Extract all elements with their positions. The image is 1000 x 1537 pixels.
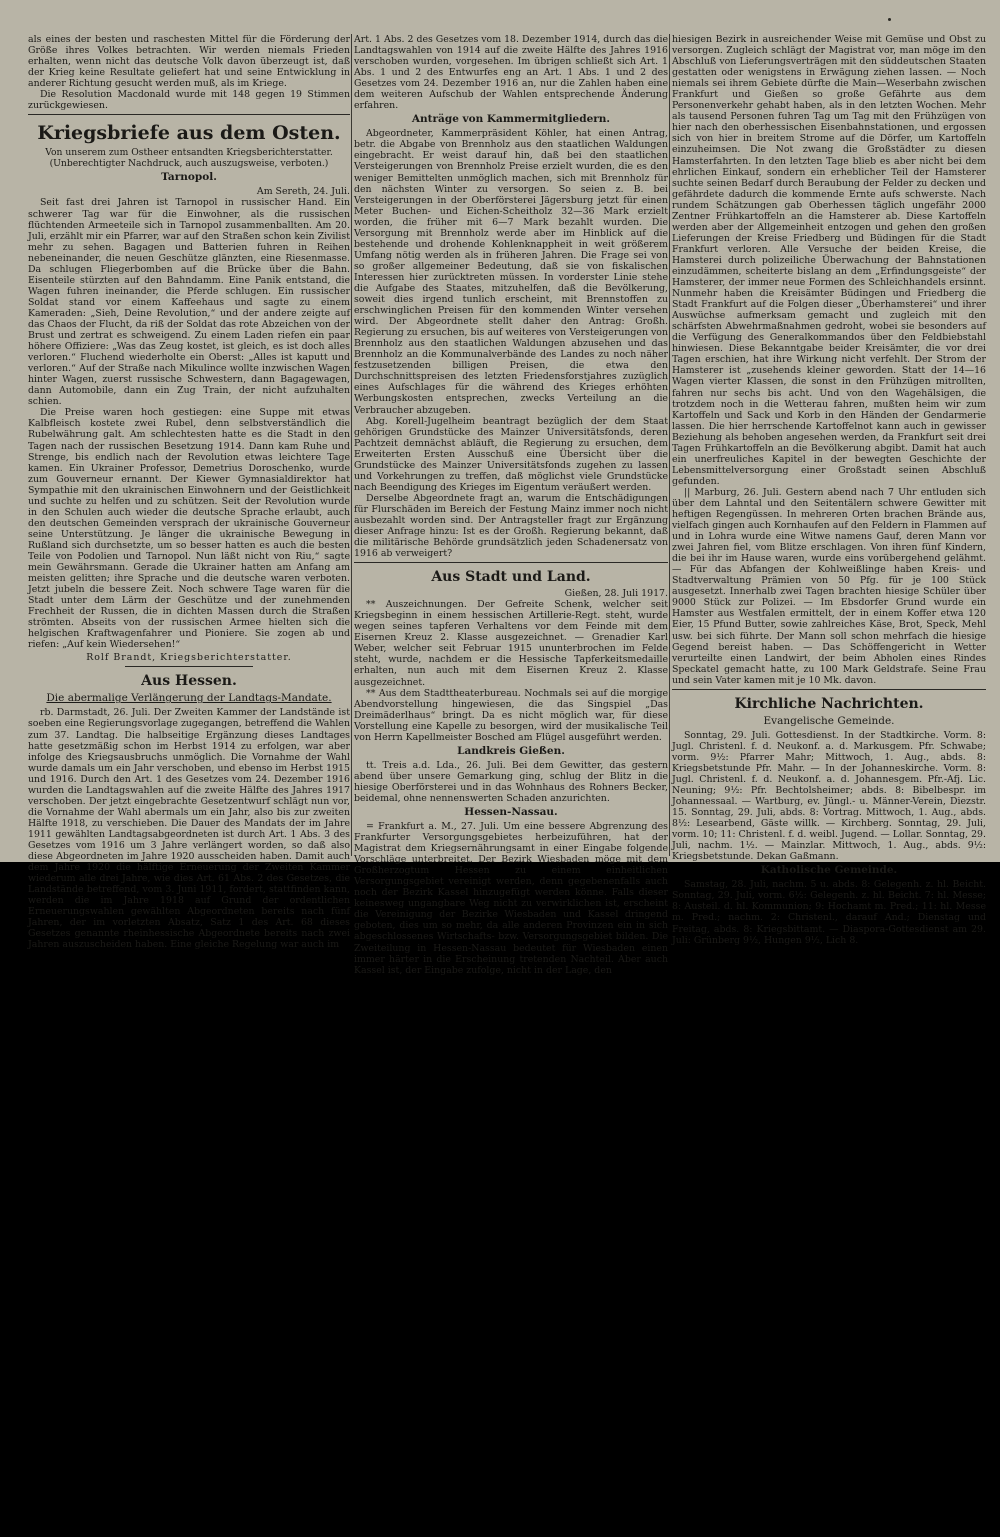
article-paragraph: = Frankfurt a. M., 27. Juli. Um eine bessere Abgrenzung des Frankfurter Versorgungsgebietes herbeizuführen, hat der Magistrat dem Kriegsernährungsamt in einer Eingabe folgende Vorschläge unterbreitet. Der Bezirk Wiesbaden möge mit dem Großherzogtum Hessen zu einem einheitlichen Versorgungsgebiet vereinigt werden, denn gegebenenfalls auch noch der Bezirk Kassel hinzugefügt werden könne. Falls dieser keinesweg ungangbare Weg nicht zu verwirklichen ist, erscheint die Vereinigung der Bezirke Wiesbaden und Kassel dringend geboten, dies um so mehr, da alle anderen Provinzen ein in sich abgeschlossenes Wirtschafts- bzw. Versorgungsgebiet bilden. Die Zweiteilung in Hessen-Nassau bedeutet für Wiesbaden einen immer härter in die Erscheinung tretenden Nachteil. Aber auch Kassel ist, der Eingabe zufolge, nicht in der Lage, den xyxy=(354,821,668,976)
article-paragraph: || Marburg, 26. Juli. Gestern abend nach 7 Uhr entluden sich über dem Lahntal und den Seitentälern schwere Gewitter mit heftigen Regengüssen. In mehreren Orten brachen Brände aus, vielfach gingen auch Kornhaufen auf den Feldern in Flammen auf und in Lohra wurde eine Witwe namens Gauf, deren Mann vor zwei Jahren fiel, vom Blitze erschlagen. Von ihren fünf Kindern, die bei ihr im Hause waren, wurde eins vorübergehend gelähmt. — Für das Abfangen der Kohlweißlinge haben Kreis- und Stadtverwaltung Prämien von 50 Pfg. für je 100 Stück ausgesetzt. Innerhalb zwei Tagen brachten hiesige Schüler über 9000 Stück zur Polizei. — Im Ebsdorfer Grund wurde ein Hamster aus Westfalen ermittelt, der in einem Koffer etwa 120 Eier, 15 Pfund Butter, sowie zahlreiches Käse, Brot, Speck, Mehl usw. bei sich führte. Der Mann soll schon mehrfach die hiesige Gegend bereist haben. — Das Schöffengericht in Wetter verurteilte einen Landwirt, der beim Abholen eines Rindes Speckatel gemacht hatte, zu 100 Mark Geldstrafe. Seine Frau und sein Vater kamen mit je 10 Mk. davon. xyxy=(672,486,986,686)
column-divider xyxy=(351,34,352,856)
article-paragraph: Samstag, 28. Juli, nachm. 5 u. abds. 8: Gelegenh. z. hl. Beicht. Sonntag, 29. Juli, vorm. 6½: Gelegenh. z. hl. Beicht. 7: hl. Messe; 8: Austeil. d. hl. Kommunion; 9: Hochamt m. Pred.; 11: hl. Messe m. Pred.; nachm. 2: Christenl., darauf And.; Dienstag und Freitag, abds. 8: Kriegsbittamt. — Diaspora-Gottesdienst am 29. Juli: Grünberg 9½, Hungen 9½, Lich 8. xyxy=(672,879,986,946)
signature: Rolf Brandt, Kriegsberichterstatter. xyxy=(86,652,292,664)
subheadline: Evangelische Gemeinde. xyxy=(763,714,895,727)
article-paragraph: tt. Treis a.d. Lda., 26. Juli. Bei dem Gewitter, das gestern abend über unsere Gemarkung ging, schlug der Blitz in die hiesige Oberförsterei und in das Wohnhaus des Rohners Becker, beidemal, ohne nennenswerten Schaden anzurichten. xyxy=(354,759,668,804)
byline: Von unserem zum Ostheer entsandten Kriegsberichterstatter. xyxy=(45,147,333,159)
section-headline: Kirchliche Nachrichten. xyxy=(734,695,924,712)
article-headline: Kriegsbriefe aus dem Osten. xyxy=(37,122,341,145)
subheadline: Hessen-Nassau. xyxy=(464,806,558,818)
article-paragraph: Abgeordneter, Kammerpräsident Köhler, hat einen Antrag, betr. die Abgabe von Brennholz aus den staatlichen Waldungen eingebracht. Er weist darauf hin, daß bei den staatlichen Versteigerungen von Brennholz Preise erzielt wurden, die es den weniger Bemittelten unmöglich machen, sich mit Brennholz für den nächsten Winter zu versorgen. So seien z. B. bei Versteigerungen in der Oberförsterei Jägersburg jetzt für einen Meter Buchen- und Eichen-Scheitholz 32—36 Mark erzielt worden, die früher mit 6—7 Mark bezahlt wurden. Die Versorgung mit Brennholz werde aber im Hinblick auf die bestehende und drohende Kohlenknappheit in weit größerem Umfang nötig werden als in früheren Jahren. Die Frage sei von so großer allgemeiner Bedeutung, daß sie von fiskalischen Interessen hier zurücktreten müssen. In vorderster Linie stehe die Aufgabe des Staates, mitzuhelfen, daß die Bevölkerung, soweit dies irgend tunlich erscheint, mit Brennstoffen zu erschwinglichen Preisen für den kommenden Winter versehen wird. Der Abgeordnete stellt daher den Antrag: Großh. Regierung zu ersuchen, bis auf weiteres von Versteigerungen von Brennholz aus den staatlichen Waldungen abzusehen und das Brennholz an die Kommunalverbände des Landes zu noch näher festzusetzenden billigen Preisen, die etwa den Durchschnittspreisen des letzten Friedensforstjahres zuzüglich eines Aufschlages für die während des Krieges erhöhten Werbungskosten entsprechen, zwecks Verteilung an die Verbraucher abzugeben. xyxy=(354,128,668,416)
dateline: Gießen, 28. Juli 1917. xyxy=(564,588,668,600)
copyright-notice: (Unberechtigter Nachdruck, auch auszugsweise, verboten.) xyxy=(49,158,329,170)
subheadline: Landkreis Gießen. xyxy=(457,744,565,757)
section-divider xyxy=(28,114,350,115)
section-divider xyxy=(354,562,668,563)
section-divider xyxy=(672,689,986,690)
subheadline: Katholische Gemeinde. xyxy=(760,864,898,877)
dateline: Am Sereth, 24. Juli. xyxy=(256,186,350,198)
article-paragraph: Derselbe Abgeordnete fragt an, warum die Entschädigungen für Flurschäden im Bereich der Festung Mainz immer noch nicht ausbezahlt worden sind. Der Antragsteller fragt zur Ergänzung dieser Anfrage hinzu: Ist es der Großh. Regierung bekannt, daß die militärische Behörde grundsätzlich jeden Schadenersatz von 1916 ab verweigert? xyxy=(354,492,668,560)
column-divider xyxy=(669,34,670,856)
subheadline: Tarnopol. xyxy=(161,171,217,184)
column-left xyxy=(28,34,350,951)
article-paragraph: Art. 1 Abs. 2 des Gesetzes vom 18. Dezember 1914, durch das die Landtagswahlen von 1914 auf die zweite Hälfte des Jahres 1916 verschoben wurden, vorgesehen. Im übrigen schließt sich Art. 1 Abs. 1 und 2 des Entwurfes eng an Art. 1 Abs. 1 und 2 des Gesetzes vom 24. Dezember 1916 an, nur die Zahlen haben eine dem weiteren Aufschub der Wahlen entsprechende Änderung erfahren. xyxy=(354,34,668,112)
article-paragraph: Die Preise waren hoch gestiegen: eine Suppe mit etwas Kalbfleisch kostete zwei Rubel, denn selbstverständlich die Rubelwährung galt. Am schlechtesten hatte es die Stadt in den Tagen nach der russischen Besetzung 1914. Dann kam Ruhe und Strenge, bis endlich nach der Revolution etwas leichtere Tage kamen. Ein Ukrainer Professor, Demetrius Doroschenko, wurde zum Gouverneur ernannt. Der Kiewer Gymnasialdirektor hat Sympathie mit den ukrainischen Einwohnern und der Geistlichkeit und suchte zu helfen und zu schützen. Seit der Revolution wurde in den Schulen auch wieder die deutsche Sprache erlaubt, auch den deutschen Gemeinden versprach der ukrainische Gouverneur seine Unterstützung. Je länger die ukrainische Bewegung in Rußland sich durchsetzte, um so besser hatten es auch die besten Teile von Podolien und Tarnopol. Nun läßt nicht von Riu,“ sagte mein Gewährsmann. Gerade die Ukrainer hatten am Anfang am meisten gelitten; ihre Sprache und die deutsche waren verboten. Jetzt jubeln die bessere Zeit. Noch schwere Tage waren für die Stadt unter dem Lärm der Geschütze und der zunehmenden Frechheit der Russen, die in dichten Massen durch die Straßen strömten. Abseits von der russischen Armee hielten sich die helgischen Kraftwagenfahrer und Pioniere. Sie zogen ab und riefen: „Auf kein Wiedersehen!“ xyxy=(28,407,350,651)
article-paragraph: Die Resolution Macdonald wurde mit 148 gegen 19 Stimmen zurückgewiesen. xyxy=(28,89,350,112)
column-right xyxy=(672,34,986,946)
subheadline: Die abermalige Verlängerung der Landtags-Mandate. xyxy=(46,692,332,705)
article-paragraph: ** Aus dem Stadttheaterbureau. Nochmals sei auf die morgige Abendvorstellung hingewiesen, die das Singspiel „Das Dreimäderlhaus“ bringt. Da es nicht möglich war, für diese Vorstellung eine Kapelle zu besorgen, wird der musikalische Teil von Herrn Kapellmeister Bosched am Flügel ausgeführt werden. xyxy=(354,687,668,743)
article-paragraph: als eines der besten und raschesten Mittel für die Förderung der Größe ihres Volkes betrachten. Wir werden niemals Frieden erhalten, wenn nicht das deutsche Volk davon überzeugt ist, daß der Krieg keine Resultate geliefert hat und seine Entwicklung in anderer Richtung gesucht werden muß, als im Kriege. xyxy=(28,34,350,90)
article-paragraph: ** Auszeichnungen. Der Gefreite Schenk, welcher seit Kriegsbeginn in einem hessischen Artillerie-Regt. steht, wurde wegen seines tapferen Verhaltens vor dem Feinde mit dem Eisernen Kreuz 2. Klasse ausgezeichnet. — Grenadier Karl Weber, welcher seit Februar 1915 ununterbrochen im Felde steht, wurde, nachdem er die Hessische Tapferkeitsmedaille erhalten, nun auch mit dem Eisernen Kreuz 2. Klasse ausgezeichnet. xyxy=(354,599,668,688)
article-paragraph: rb. Darmstadt, 26. Juli. Der Zweiten Kammer der Landstände ist soeben eine Regierungsvorlage zugegangen, betreffend die Wahlen zum 37. Landtag. Die halbseitige Ergänzung dieses Landtages hatte gesetzmäßig schon im Herbst 1914 zu erfolgen, war aber infolge des Kriegsausbruchs unmöglich. Die Vornahme der Wahl wurde damals um ein Jahr verschoben, und ebenso im Herbst 1915 und 1916. Durch den Art. 1 des Gesetzes vom 24. Dezember 1916 wurden die Landtagswahlen auf die zweite Hälfte des Jahres 1917 verschoben. Der jetzt eingebrachte Gesetzentwurf schlägt nun vor, die Vornahme der Wahl abermals um ein Jahr, also bis zur zweiten Hälfte 1918, zu verschieben. Die Dauer des Mandats der im Jahre 1911 gewählten Landtagsabgeordneten ist durch Art. 1 Abs. 3 des Gesetzes vom 1916 um 3 Jahre verlängert worden, so daß also diese Abgeordneten im Jahre 1920 ausscheiden haben. Damit auch dem Jahre 1920 die hälftige Erneuerung der Zweiten Kammer wiederum alle drei Jahre, wie dies Art. 61 Abs. 2 des Gesetzes, die Landstände betreffend, vom 3. Juni 1911, fordert, stattfinden kann, werden die im Jahre 1918 auf Grund der ordentlichen Erneuerungswahlen gewählten Abgeordneten bereits nach fünf Jahren, der im vorletzten Absatz, Satz 1 des Art. 68 dieses Gesetzes genannte rheinhessische Abgeordnete bereits nach zwei Jahren auszuscheiden haben. Eine gleiche Regelung war auch im xyxy=(28,707,350,951)
subheadline: Anträge von Kammermitgliedern. xyxy=(411,113,611,126)
divider xyxy=(125,666,254,667)
article-paragraph: Seit fast drei Jahren ist Tarnopol in russischer Hand. Ein schwerer Tag war für die Einwohner, als die russischen flüchtenden Armeeteile sich in Tarnopol zusammenballten. Am 20. Juli, erzählt mir ein Pfarrer, war auf den Straßen schon kein Zivilist mehr zu sehen. Bagagen und Batterien fuhren in Reihen nebeneinander, die neuen Geschütze glänzten, eine Riesenmasse. Da schlugen Fliegerbomben auf die Brücke über die Bahn. Eisenteile stürzten auf den Bahndamm. Eine Panik entstand, die Wagen fuhren ineinander, die Pferde schlugen. Ein russischer Soldat stand vor einem Kaffeehaus und sagte zu einem Kameraden: „Sieh, Deine Revolution,“ und der andere zeigte auf das Chaos der Flucht, da riß der Soldat das rote Abzeichen von der Brust und zertrat es schweigend. Zu einem Laden riefen ein paar höhere Offiziere: „Was das Zeug kostet, ist gleich, es ist doch alles verloren.“ Fluchend wiederholte ein Oberst: „Alles ist kaputt und verloren.“ Auf der Straße nach Mikulince wollte inzwischen Wagen hinter Wagen, zuerst russische Schwestern, dann Bagagewagen, dann Automobile, dann ein Zug Train, der nicht aufzuhalten schien. xyxy=(28,197,350,408)
article-paragraph: Abg. Korell-Jugelheim beantragt bezüglich der dem Staat gehörigen Grundstücke des Mainzer Universitätsfonds, deren Pachtzeit demnächst abläuft, die Regierung zu ersuchen, dem Erweiterten Ersten Ausschuß eine Übersicht über die Grundstücke des Mainzer Universitätsfonds zugehen zu lassen und Vorkehrungen zu treffen, daß möglichst viele Grundstücke nach Beendigung des Krieges im Eigentum veräußert werden. xyxy=(354,415,668,493)
article-paragraph: hiesigen Bezirk in ausreichender Weise mit Gemüse und Obst zu versorgen. Zugleich schlägt der Magistrat vor, man möge im den Abschluß von Lieferungsverträgen mit den süddeutschen Staaten gestatten oder wenigstens in Erwägung ziehen lassen. — Noch niemals sei ihrem Gebiete dürfte die Main—Weserbahn zwischen Frankfurt und Gießen so große Gefährte aus dem Personenverkehr gehabt haben, als in den letzten Wochen. Mehr als tausend Personen fuhren Tag um Tag mit den Frühzügen von hier nach den oberhessischen Eisenbahnstationen, und ergossen sich von hier in breitem Strome auf die Dörfer, um Kartoffeln einzuheimsen. Die Not zwang die Großstädter zu diesen Hamsterfahrten. In den letzten Tage blieb es aber nicht bei dem ehrlichen Einkauf, sondern ein erheblicher Teil der Hamsterer suchte seinen Bedarf durch Beraubung der Felder zu decken und gefährdete dadurch die kommende Ernte aufs schwerste. Nach rundem Schätzungen gab Oberhessen täglich ungefähr 2000 Zentner Frühkartoffeln an die Hamsterer ab. Diese Kartoffeln werden aber der Allgemeinheit entzogen und gehen den großen Lieferungen der Kreise Friedberg und Büdingen für die Stadt Frankfurt verloren. Alle Versuche der beiden Kreise, die Hamsterei durch polizeiliche Überwachung der Bahnstationen einzudämmen, scheiterte bislang an dem „Erfindungsgeiste“ der Hamsterer, der immer neue Formen des Schleichhandels ersinnt. Nunmehr haben die Kreisämter Büdingen und Friedberg die Stadt Frankfurt auf die Folgen dieser „Überhamsterei“ und ihrer Auswüchse aufmerksam gemacht und zugleich mit den schärfsten Abwehrmaßnahmen gedroht, wobei sie besonders auf die Verfügung des Generalkommandos über den Feldbiebstahl hinwiesen. Diese Bekanntgabe beider Kreisämter, die vor drei Tagen erschien, hat ihre Wirkung nicht verfehlt. Der Strom der Hamsterer ist „zusehends kleiner geworden. Statt der 14—16 Wagen vierter Klassen, die sonst in den Frühzügen mitrollten, fahren nur sechs bis acht. Und von den Wagehälsigen, die trotzdem noch in die Wetterau fahren, mußten heim wir zum Kartoffeln und Sack und Korb in den Händen der Gendarmerie lassen. Die hier herrschende Kartoffelnot kann auch in gewisser Beziehung als behoben angesehen werden, da Frankfurt seit drei Tagen Frühkartoffeln an die Bevölkerung abgibt. Damit hat auch ein unerfreuliches Kapitel in der bewegten Geschichte der Lebensmittelversorgung einer Großstadt seinen Abschluß gefunden. xyxy=(672,34,986,487)
print-speck xyxy=(888,18,891,21)
section-headline: Aus Hessen. xyxy=(141,673,237,690)
article-paragraph: Sonntag, 29. Juli. Gottesdienst. In der Stadtkirche. Vorm. 8: Jugl. Christenl. f. d. Neukonf. a. d. Markusgem. Pfr. Schwabe; vorm. 9½: Pfarrer Mahr; Mittwoch, 1. Aug., abds. 8: Kriegsbetstunde Pfr. Mahr. — In der Johanneskirche. Vorm. 8: Jugl. Christenl. f. d. Neukonf. a. d. Johannesgem. Pfr.-Afj. Lic. Neuning; 9½: Pfr. Bechtolsheimer; abds. 8: Bibelbespr. im Johannessaal. — Wartburg, ev. Jüngl.- u. Männer-Verein, Diezstr. 15. Sonntag, 29. Juli, abds. 8: Vortrag. Mittwoch, 1. Aug., abds. 8½: Lesearbend, Gäste willk. — Kirchberg. Sonntag, 29. Juli, vorm. 10; 11: Christenl. f. d. weibl. Jugend. — Lollar. Sonntag, 29. Juli, nachm. 1½. — Mainzlar. Mittwoch, 1. Aug., abds. 9½: Kriegsbetstunde. Dekan Gaßmann. xyxy=(672,729,986,863)
column-middle xyxy=(354,34,668,976)
section-headline: Aus Stadt und Land. xyxy=(431,569,591,586)
